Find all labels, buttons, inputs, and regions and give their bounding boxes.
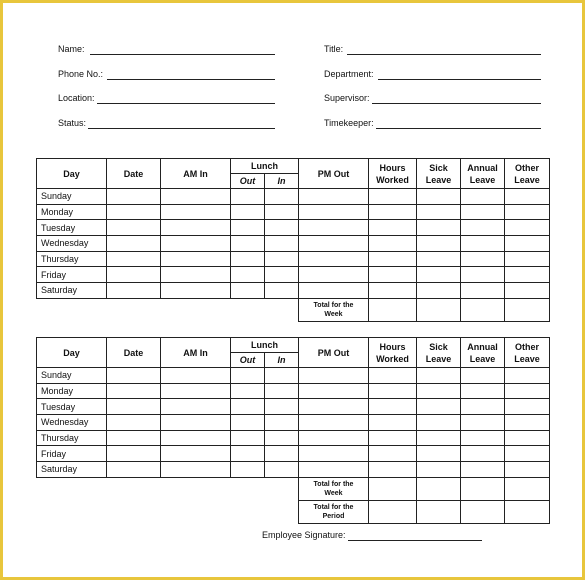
day-label: Tuesday (37, 399, 107, 415)
sick-leave-cell[interactable] (417, 399, 461, 415)
table-row (37, 267, 550, 283)
total-week-sick-cell[interactable] (417, 477, 461, 500)
table-row (37, 189, 550, 205)
other-leave-cell[interactable] (505, 251, 550, 267)
pm-out-cell[interactable] (299, 251, 369, 267)
date-cell[interactable] (107, 267, 161, 283)
table-row (37, 236, 550, 252)
total-week-hours-cell[interactable] (369, 298, 417, 321)
hours-worked-cell[interactable] (369, 236, 417, 252)
col-header-am-in: AM In (161, 338, 231, 368)
am-in-cell[interactable] (161, 446, 231, 462)
total-week-annual-cell[interactable] (461, 477, 505, 500)
supervisor-label: Supervisor: (324, 93, 370, 103)
sick-leave-cell[interactable] (417, 462, 461, 478)
pm-out-cell[interactable] (299, 446, 369, 462)
day-label: Thursday (37, 251, 107, 267)
employee-signature-label: Employee Signature: (262, 530, 346, 540)
lunch-in-cell[interactable] (265, 220, 299, 236)
col-header-pm-out: PM Out (299, 159, 369, 189)
col-header-annual-leave: Annual Leave (461, 338, 505, 368)
day-label: Saturday (37, 462, 107, 478)
am-in-cell[interactable] (161, 415, 231, 431)
date-cell[interactable] (107, 399, 161, 415)
table-row (37, 251, 550, 267)
lunch-in-cell[interactable] (265, 446, 299, 462)
am-in-cell[interactable] (161, 399, 231, 415)
date-cell[interactable] (107, 283, 161, 299)
hours-worked-cell[interactable] (369, 446, 417, 462)
pm-out-cell[interactable] (299, 399, 369, 415)
other-leave-cell[interactable] (505, 189, 550, 205)
other-leave-cell[interactable] (505, 462, 550, 478)
am-in-cell[interactable] (161, 204, 231, 220)
other-leave-cell[interactable] (505, 267, 550, 283)
pm-out-cell[interactable] (299, 283, 369, 299)
hours-worked-cell[interactable] (369, 204, 417, 220)
day-label: Wednesday (37, 236, 107, 252)
date-cell[interactable] (107, 204, 161, 220)
other-leave-cell[interactable] (505, 204, 550, 220)
hours-worked-cell[interactable] (369, 399, 417, 415)
lunch-out-cell[interactable] (231, 251, 265, 267)
other-leave-cell[interactable] (505, 236, 550, 252)
lunch-in-cell[interactable] (265, 415, 299, 431)
col-header-lunch-in: In (265, 174, 299, 189)
col-header-lunch-in: In (265, 353, 299, 368)
annual-leave-cell[interactable] (461, 204, 505, 220)
pm-out-cell[interactable] (299, 430, 369, 446)
date-cell[interactable] (107, 462, 161, 478)
col-header-day: Day (37, 159, 107, 189)
sick-leave-cell[interactable] (417, 267, 461, 283)
lunch-out-cell[interactable] (231, 399, 265, 415)
total-period-other-cell[interactable] (505, 500, 550, 523)
col-header-lunch: Lunch (231, 159, 299, 174)
other-leave-cell[interactable] (505, 399, 550, 415)
table-row (37, 399, 550, 415)
location-field[interactable] (97, 103, 275, 104)
total-week-label: Total for the Week (299, 477, 369, 500)
hours-worked-cell[interactable] (369, 368, 417, 384)
hours-worked-cell[interactable] (369, 220, 417, 236)
table-row (37, 283, 550, 299)
annual-leave-cell[interactable] (461, 462, 505, 478)
sick-leave-cell[interactable] (417, 415, 461, 431)
day-label: Monday (37, 204, 107, 220)
sick-leave-cell[interactable] (417, 446, 461, 462)
status-field[interactable] (88, 128, 275, 129)
am-in-cell[interactable] (161, 383, 231, 399)
am-in-cell[interactable] (161, 251, 231, 267)
total-period-sick-cell[interactable] (417, 500, 461, 523)
sick-leave-cell[interactable] (417, 204, 461, 220)
lunch-in-cell[interactable] (265, 283, 299, 299)
lunch-in-cell[interactable] (265, 251, 299, 267)
annual-leave-cell[interactable] (461, 220, 505, 236)
sick-leave-cell[interactable] (417, 220, 461, 236)
timesheet-table-week1 (36, 158, 550, 322)
total-week-label: Total for the Week (299, 298, 369, 321)
lunch-out-cell[interactable] (231, 189, 265, 205)
lunch-out-cell[interactable] (231, 283, 265, 299)
other-leave-cell[interactable] (505, 383, 550, 399)
col-header-am-in: AM In (161, 159, 231, 189)
lunch-in-cell[interactable] (265, 383, 299, 399)
table-row (37, 383, 550, 399)
sick-leave-cell[interactable] (417, 368, 461, 384)
date-cell[interactable] (107, 446, 161, 462)
total-week-other-cell[interactable] (505, 477, 550, 500)
sick-leave-cell[interactable] (417, 189, 461, 205)
table-row (37, 220, 550, 236)
lunch-out-cell[interactable] (231, 430, 265, 446)
date-cell[interactable] (107, 236, 161, 252)
department-field[interactable] (378, 79, 541, 80)
col-header-other-leave: Other Leave (505, 338, 550, 368)
col-header-lunch-out: Out (231, 174, 265, 189)
lunch-in-cell[interactable] (265, 236, 299, 252)
total-period-hours-cell[interactable] (369, 500, 417, 523)
annual-leave-cell[interactable] (461, 415, 505, 431)
date-cell[interactable] (107, 251, 161, 267)
pm-out-cell[interactable] (299, 383, 369, 399)
table-row (37, 462, 550, 478)
lunch-out-cell[interactable] (231, 446, 265, 462)
date-cell[interactable] (107, 368, 161, 384)
total-week-sick-cell[interactable] (417, 298, 461, 321)
table-row (37, 446, 550, 462)
other-leave-cell[interactable] (505, 220, 550, 236)
other-leave-cell[interactable] (505, 283, 550, 299)
department-label: Department: (324, 69, 374, 79)
col-header-day: Day (37, 338, 107, 368)
sick-leave-cell[interactable] (417, 251, 461, 267)
lunch-in-cell[interactable] (265, 267, 299, 283)
other-leave-cell[interactable] (505, 415, 550, 431)
total-period-annual-cell[interactable] (461, 500, 505, 523)
name-field[interactable] (90, 54, 275, 55)
phone-field[interactable] (107, 79, 275, 80)
employee-signature-field[interactable] (348, 540, 482, 541)
date-cell[interactable] (107, 383, 161, 399)
date-cell[interactable] (107, 430, 161, 446)
hours-worked-cell[interactable] (369, 267, 417, 283)
day-label: Friday (37, 446, 107, 462)
lunch-out-cell[interactable] (231, 220, 265, 236)
day-label: Thursday (37, 430, 107, 446)
lunch-out-cell[interactable] (231, 204, 265, 220)
hours-worked-cell[interactable] (369, 415, 417, 431)
other-leave-cell[interactable] (505, 368, 550, 384)
hours-worked-cell[interactable] (369, 283, 417, 299)
table-row (37, 368, 550, 384)
title-label: Title: (324, 44, 344, 54)
name-label: Name: (58, 44, 85, 54)
col-header-hours-worked: Hours Worked (369, 159, 417, 189)
col-header-lunch-out: Out (231, 353, 265, 368)
pm-out-cell[interactable] (299, 415, 369, 431)
annual-leave-cell[interactable] (461, 267, 505, 283)
table-row (37, 415, 550, 431)
lunch-in-cell[interactable] (265, 204, 299, 220)
pm-out-cell[interactable] (299, 204, 369, 220)
hours-worked-cell[interactable] (369, 383, 417, 399)
day-label: Monday (37, 383, 107, 399)
hours-worked-cell[interactable] (369, 189, 417, 205)
timekeeper-label: Timekeeper: (324, 118, 374, 128)
am-in-cell[interactable] (161, 368, 231, 384)
title-field[interactable] (347, 54, 541, 55)
col-header-sick-leave: Sick Leave (417, 338, 461, 368)
am-in-cell[interactable] (161, 189, 231, 205)
col-header-sick-leave: Sick Leave (417, 159, 461, 189)
annual-leave-cell[interactable] (461, 446, 505, 462)
lunch-in-cell[interactable] (265, 462, 299, 478)
am-in-cell[interactable] (161, 236, 231, 252)
col-header-other-leave: Other Leave (505, 159, 550, 189)
pm-out-cell[interactable] (299, 462, 369, 478)
hours-worked-cell[interactable] (369, 251, 417, 267)
lunch-out-cell[interactable] (231, 368, 265, 384)
am-in-cell[interactable] (161, 267, 231, 283)
date-cell[interactable] (107, 415, 161, 431)
hours-worked-cell[interactable] (369, 462, 417, 478)
timekeeper-field[interactable] (376, 128, 541, 129)
annual-leave-cell[interactable] (461, 383, 505, 399)
col-header-date: Date (107, 338, 161, 368)
day-label: Wednesday (37, 415, 107, 431)
status-label: Status: (58, 118, 87, 128)
pm-out-cell[interactable] (299, 368, 369, 384)
pm-out-cell[interactable] (299, 267, 369, 283)
day-label: Sunday (37, 368, 107, 384)
lunch-out-cell[interactable] (231, 462, 265, 478)
lunch-in-cell[interactable] (265, 368, 299, 384)
lunch-in-cell[interactable] (265, 189, 299, 205)
am-in-cell[interactable] (161, 462, 231, 478)
total-period-label: Total for the Period (299, 500, 369, 523)
col-header-lunch: Lunch (231, 338, 299, 353)
date-cell[interactable] (107, 189, 161, 205)
hours-worked-cell[interactable] (369, 430, 417, 446)
total-week-hours-cell[interactable] (369, 477, 417, 500)
day-label: Friday (37, 267, 107, 283)
am-in-cell[interactable] (161, 220, 231, 236)
day-label: Sunday (37, 189, 107, 205)
timesheet-table-week2 (36, 337, 550, 524)
day-label: Tuesday (37, 220, 107, 236)
other-leave-cell[interactable] (505, 446, 550, 462)
annual-leave-cell[interactable] (461, 430, 505, 446)
sick-leave-cell[interactable] (417, 430, 461, 446)
col-header-hours-worked: Hours Worked (369, 338, 417, 368)
annual-leave-cell[interactable] (461, 368, 505, 384)
lunch-out-cell[interactable] (231, 415, 265, 431)
annual-leave-cell[interactable] (461, 283, 505, 299)
sick-leave-cell[interactable] (417, 236, 461, 252)
annual-leave-cell[interactable] (461, 189, 505, 205)
day-label: Saturday (37, 283, 107, 299)
location-label: Location: (58, 93, 95, 103)
phone-label: Phone No.: (58, 69, 104, 79)
total-week-annual-cell[interactable] (461, 298, 505, 321)
col-header-annual-leave: Annual Leave (461, 159, 505, 189)
am-in-cell[interactable] (161, 283, 231, 299)
other-leave-cell[interactable] (505, 430, 550, 446)
am-in-cell[interactable] (161, 430, 231, 446)
table-row (37, 204, 550, 220)
sick-leave-cell[interactable] (417, 383, 461, 399)
lunch-in-cell[interactable] (265, 399, 299, 415)
lunch-out-cell[interactable] (231, 236, 265, 252)
date-cell[interactable] (107, 220, 161, 236)
supervisor-field[interactable] (372, 103, 541, 104)
table-row (37, 430, 550, 446)
annual-leave-cell[interactable] (461, 236, 505, 252)
total-week-other-cell[interactable] (505, 298, 550, 321)
pm-out-cell[interactable] (299, 236, 369, 252)
lunch-out-cell[interactable] (231, 267, 265, 283)
annual-leave-cell[interactable] (461, 399, 505, 415)
col-header-pm-out: PM Out (299, 338, 369, 368)
pm-out-cell[interactable] (299, 189, 369, 205)
sick-leave-cell[interactable] (417, 283, 461, 299)
pm-out-cell[interactable] (299, 220, 369, 236)
col-header-date: Date (107, 159, 161, 189)
lunch-in-cell[interactable] (265, 430, 299, 446)
annual-leave-cell[interactable] (461, 251, 505, 267)
lunch-out-cell[interactable] (231, 383, 265, 399)
